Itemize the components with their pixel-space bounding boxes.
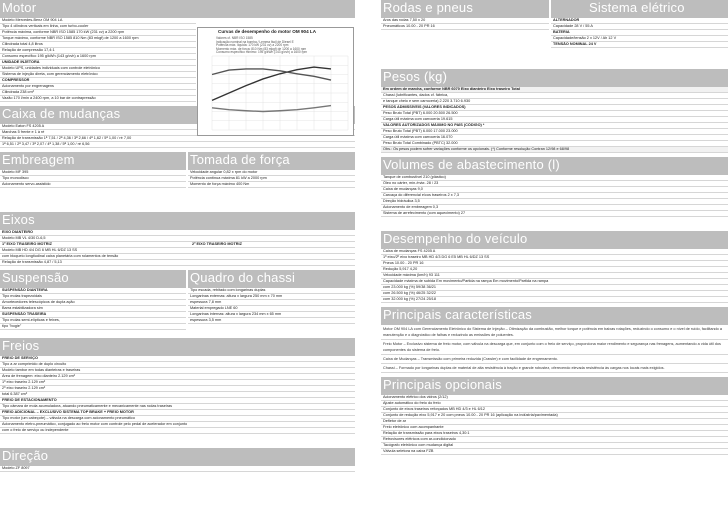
spec-subheading: FREIO DE SERVIÇO (0, 356, 355, 362)
table-row: Direção hidráulica 3,5 (381, 199, 728, 205)
spec-row: Acionamento por engrenagens (0, 84, 196, 90)
section-eixos-title: Eixos (0, 212, 355, 230)
spec-row: 1º eixo traseiro 2.129 cm² (0, 380, 355, 386)
table-row: Tanque de combustível 210 (plástico) (381, 175, 728, 181)
spec-subheading: SUSPENSÃO TRASEIRA (0, 312, 186, 318)
spec-row: Relação de compressão 17,4:1 (0, 48, 196, 54)
table-row: com 26.500 kg (%) 46/25 32/22 (381, 291, 728, 297)
chart-plot (198, 52, 354, 136)
spec-row: Cilindrada total 4,8 litros (0, 42, 196, 48)
embreagem-tomada-block (0, 152, 355, 212)
chart-title: Curvas de desempenho do motor OM 904 LA (218, 29, 317, 34)
spec-row: Tipo monodisco (0, 176, 186, 182)
spec-row: Marchas 5 frente e 1 à ré (0, 130, 355, 136)
table-row: com 23.000 kg (%) 59/38 36/21 (381, 285, 728, 291)
spec-row: Modelo UPS, unidades individuais com controle eletrônico (0, 66, 196, 72)
spec-row: Longarinas externas: altura x largura 250 mm x 70 mm (188, 294, 355, 300)
spec-row: Capacidade/tensão 2 x 12V / Ah 12 V (551, 36, 728, 42)
spec-row: Pneumáticos 10.00 - 20 PR 16 (381, 24, 549, 30)
spec-subheading: PESOS ADMISSÍVEIS (VALORES INDICADOS) (381, 105, 728, 111)
spec-row: Longarinas internas: altura x largura 234 mm x 65 mm (188, 312, 355, 318)
spec-row: Modelo MB VL 4/30 D-6,5 (0, 236, 355, 242)
spec-row: espessura 3,5 mm (188, 318, 355, 324)
rodas-eletrico-block (381, 0, 728, 48)
feature-paragraph: Freio Motor – Exclusivo sistema de freio motor, com válvula na descarga que, em conjunto com o freio de serviço, proporciona maior rendimento e segurança nas frenagens, aumentando a vida útil dos componentes do sistema de freio. (381, 340, 728, 355)
section-principais-title: Principais características (381, 307, 728, 325)
quadro-specs (188, 288, 355, 324)
table-row: Carga útil máxima com carroceria 16.070 (381, 135, 728, 141)
spec-row: Velocidade angular 0,82 x rpm do motor (188, 170, 355, 176)
list-item: Válvula seletora na caixa FZB (381, 449, 728, 455)
freios-specs (0, 356, 355, 434)
feature-paragraph: Chassi – Formado por longarinas duplas de material de alta resistência à tração e grande robustez, oferecendo elevada resistência às cargas nos locais mais exigidos. (381, 364, 728, 373)
pesos-specs (381, 87, 728, 153)
section-rodas-title: Rodas e pneus (381, 0, 549, 18)
spec-row: 2º eixo traseiro 2.129 cm² (0, 386, 355, 392)
eletrico-specs (551, 18, 728, 48)
opcionais-list (381, 395, 728, 455)
spec-row: Relação de transmissão 1ª 7,51 / 2ª 4,36 / 3ª 2,66 / 4ª 1,62 / 5ª 1,00 / ré 7,00 (0, 136, 355, 142)
spec-subheading: SUSPENSÃO DIANTEIRA (0, 288, 186, 294)
table-row: Peso Bruto Total Combinado (PBTC) 32.000 (381, 141, 728, 147)
motor-specs (0, 18, 196, 102)
spec-row: total 6.387 cm² (0, 392, 355, 398)
list-item: Conjunto de eixos traseiros reforçados MB HD 4/3 e HL 6/12 (381, 407, 728, 413)
desempenho-specs (381, 249, 728, 303)
table-row: Carga útil máxima com carroceria 19.615 (381, 117, 728, 123)
spec-row: Sistema de injeção direta, com gerenciamento eletrônico (0, 72, 196, 78)
spec-subheading: UNIDADE INJETORA (0, 60, 196, 66)
right-column (381, 0, 728, 455)
table-row: Pneus 10.00 - 20 PR 16 (381, 261, 728, 267)
spec-row: Vazão 170 l/min a 2400 rpm, a 10 bar de contrapressão (0, 96, 196, 102)
spec-subheading: EIXO DIANTEIRO (0, 230, 355, 236)
spec-row: Material empregado LNE 60 (188, 306, 355, 312)
section-suspensao-title: Suspensão (0, 270, 186, 288)
spec-row: Área de frenagem: eixo dianteiro 2.129 cm² (0, 374, 355, 380)
spec-row: Amortecedores telescópicos de dupla ação (0, 300, 186, 306)
spec-row: Modelo ZF 8097 (0, 466, 355, 472)
spec-subheading: COMPRESSOR (0, 78, 196, 84)
spec-subheading: TENSÃO NOMINAL 24 V (551, 42, 728, 48)
left-column (0, 0, 355, 472)
section-motor-title: Motor (0, 0, 355, 18)
spec-row: Acionamento eletro-pneumático, conjugado ao freio motor com controle pelo pedal de acelerador em conjunto (0, 422, 355, 428)
rodas-specs (381, 18, 549, 30)
spec-row: Tipo molas semi-elípticas e feixes, (0, 318, 186, 324)
table-row: Caixa de mudanças FS 4205 A (381, 249, 728, 255)
suspensao-specs (0, 288, 186, 330)
spec-row: Momento de força máximo 400 Nm (188, 182, 355, 188)
section-pesos-title: Pesos (kg) (381, 69, 728, 87)
spec-row: Relação de transmissão 4,87 / 5,13 (0, 260, 355, 266)
chart-info-line: Valores cf. NBR ISO 1585 (216, 36, 253, 40)
table-row: com 32.000 kg (%) 27/24 25/18 (381, 297, 728, 303)
list-item: Conjunto de redução eixo 5,917 e 20 com pneus 10.00 - 20 PR 16 (aplicação na indústria/pavimentada) (381, 413, 728, 419)
suspensao-quadro-block (0, 270, 355, 334)
section-opcionais-title: Principais opcionais (381, 377, 728, 395)
spec-row: Modelo MB HD 4/4 DG 6 MB HL 6/DZ 13 SS (0, 248, 355, 254)
table-row: Carcaça do diferencial e/cos traseiros 2 x 7,3 (381, 193, 728, 199)
spec-subheading: ALTERNADOR (551, 18, 728, 24)
table-header: Em ordem de marcha, conforme NBR 6070 Eixo dianteiro Eixo traseiro Total (381, 87, 728, 93)
section-desempenho-title: Desempenho do veículo (381, 231, 728, 249)
spec-row: Tipo motor (um cabeçote) – válvula na descarga com acionamento pneumático (0, 416, 355, 422)
list-item: Acionamento elétrico dos vidros (2/12) (381, 395, 728, 401)
footnote: Obs.: Os pesos podem sofrer variações conforme os opcionais. (*) Conforme resolução Contran 12/98 e 68/98 (381, 147, 728, 153)
table-row: 1º eixo/2º eixo traseiro MB HD 4/3 DG 6 E5 MB HL 6/DZ 13 SS (381, 255, 728, 261)
chart-info-line: Momento máx. de força: 810 Nm (83 mkgf) de 1200 a 1600 rpm (216, 46, 307, 51)
list-item: Ajuste automático do freio do freio (381, 401, 728, 407)
chart-info-line: Consumo específico mínimo: 195 g/kWh (143 g/cvh) a 1600 rpm (216, 50, 308, 54)
spec-subheading: VALORES AUTORIZADOS MÁXIMO NO PAÍS (CÓDIGO) * (381, 123, 728, 129)
spec-row: Acionamento servo-assistido (0, 182, 186, 188)
eixos-specs (0, 230, 355, 266)
section-caixa-title: Caixa de mudanças (0, 106, 355, 124)
spec-row: com o freio de serviço ou independente (0, 428, 355, 434)
spec-row: Aros das rodas 7,50 x 20 (381, 18, 549, 24)
table-row: Peso Bruto Total (PBT) 6.000 17.000 23.000 (381, 129, 728, 135)
volumes-specs (381, 175, 728, 217)
spec-row: Barra estabilizadora sim (0, 306, 186, 312)
table-row: Velocidade máxima (km/h) 93 111 (381, 273, 728, 279)
section-eletrico-title: Sistema elétrico (551, 0, 728, 18)
eixo-2-heading: 2º EIXO TRASEIRO MOTRIZ (192, 242, 242, 246)
chart-info-line: Potência máx. líquida: 170 kW (231 cv) a 2200 rpm (216, 43, 289, 47)
table-row: Peso Bruto Total (PBT) 6.000 20.500 26.500 (381, 111, 728, 117)
spec-row: Tipo a ar comprimido de duplo circuito (0, 362, 355, 368)
section-freios-title: Freios (0, 338, 355, 356)
table-row: Sistema de arrefecimento (com aquecimento) 27 (381, 211, 728, 217)
spec-row: Potência contínua máxima 81 kW a 2000 rpm (188, 176, 355, 182)
spec-row: Cilindrada 238 cm³ (0, 90, 196, 96)
feature-paragraph: Caixa de Mudanças – Transmissão com primeira reduzida (Crawler) e com facilidade de engrenamento. (381, 355, 728, 364)
spec-subheading: BATERIA (551, 30, 728, 36)
table-row: Redução 5,917 4,20 (381, 267, 728, 273)
embreagem-specs (0, 170, 186, 188)
spec-row: Capacidade 28 V / 55 A (551, 24, 728, 30)
table-row: Acionamento de embreagem 0,3 (381, 205, 728, 211)
spec-row: Modelo Mercedes-Benz OM 904 LA (0, 18, 196, 24)
tomada-specs (188, 170, 355, 188)
table-row: Capacidade máxima de subida Em movimento/Partida na rampa Em movimento/Partida na rampa (381, 279, 728, 285)
spec-row: Modelo Eaton FS 4205 A (0, 124, 355, 130)
table-row: e tanque cheio e sem carroceria) 2.220 3.710 6.930 (381, 99, 728, 105)
list-item: Defletor de ar (381, 419, 728, 425)
engine-performance-chart (197, 27, 354, 136)
spec-row: Tipo câmara de mola acumuladora, atuando pneumaticamente e mecanicamente nas rodas traseiras (0, 404, 355, 410)
section-tomada-title: Tomada de força (188, 152, 355, 170)
section-volumes-title: Volumes de abastecimento (l) (381, 157, 728, 175)
list-item: Tacógrafo eletrônico com mudança digital (381, 443, 728, 449)
spec-row: espessura 7,8 mm (188, 300, 355, 306)
spec-row: Modelo MF 395 (0, 170, 186, 176)
table-row: Chassi (lubrificantes, dados cf. fábrica, (381, 93, 728, 99)
direcao-specs (0, 466, 355, 472)
spec-row: Torque máximo, conforme NBR ISO 1585 810 Nm (83 mkgf) de 1200 a 1600 rpm (0, 36, 196, 42)
spec-row: Tipo escada, rebitado com longarinas duplas (188, 288, 355, 294)
list-item: Retrovisores elétricos com ar-condicionado (381, 437, 728, 443)
spec-row: com bloqueio longitudinal caixa planetária com rolamentos de tensão (0, 254, 355, 260)
section-direcao-title: Direção (0, 448, 355, 466)
eixo-1-heading: 1º EIXO TRASEIRO MOTRIZ (2, 242, 52, 246)
chart-series-line (212, 106, 331, 112)
section-embreagem-title: Embreagem (0, 152, 186, 170)
section-quadro-title: Quadro do chassi (188, 270, 355, 288)
spec-subheading: FREIO ADICIONAL – EXCLUSIVO SISTEMA TOP BRAKE + FREIO MOTOR (0, 410, 355, 416)
spec-row: 1ª 6,51 / 2ª 3,47 / 3ª 2,07 / 4ª 1,38 / 5ª 1,00 / ré 6,56 (0, 142, 355, 148)
spec-row: Modelo tambor em todas dianteiras e traseiras (0, 368, 355, 374)
spec-row: Consumo específico 195 g/kWh (143 g/cvh) a 1600 rpm (0, 54, 196, 60)
list-item: Freio eletrônico com acompanhante (381, 425, 728, 431)
spec-row: Tipo molas trapezoidais (0, 294, 186, 300)
chart-info-line: Indicação nominal na bomba / Lemma fácil de Diesel E (216, 39, 294, 44)
spec-row: tipo "bogie" (0, 324, 186, 330)
spec-row: Tipo 4 cilindros verticais em linha, com turbo-cooler (0, 24, 196, 30)
table-row: Caixa de mudanças 9,0 (381, 187, 728, 193)
table-row: Óleo no cárter, mín./máx. 28 / 23 (381, 181, 728, 187)
spec-row: Potência máxima, conforme NBR ISO 1585 170 kW (231 cv) a 2200 rpm (0, 30, 196, 36)
spec-subheading: FREIO DE ESTACIONAMENTO (0, 398, 355, 404)
list-item: Relação de transmissão para eixos traseiros 4,30:1 (381, 431, 728, 437)
feature-paragraph: Motor OM 904 LA com Gerenciamento Eletrônico do Sistema de Injeção – Otimização da combustão, melhor torque e potência em baixas rotações, reduzindo o consumo e o nível de ruído, facilitando a manutenção e o diagnóstico de falhas e reduzindo as emissões de poluentes. (381, 325, 728, 340)
